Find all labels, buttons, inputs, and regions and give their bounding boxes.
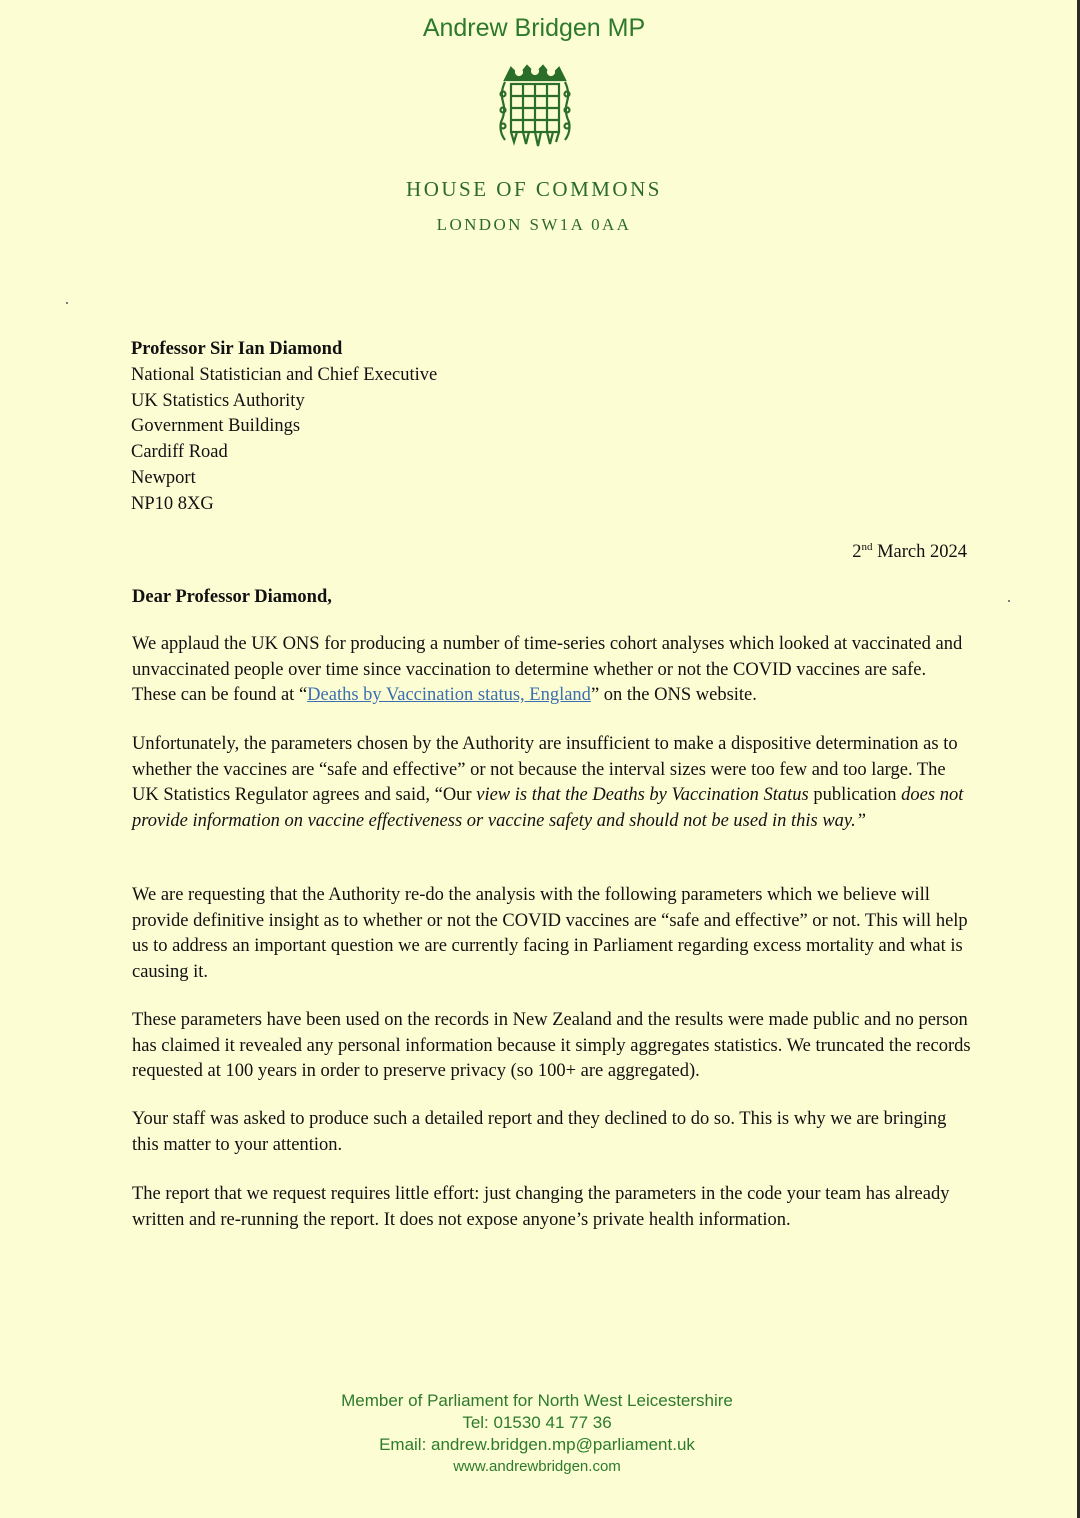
letter-footer [0,1390,1074,1478]
p5-text: Your staff was asked to produce such a detailed report and they declined to do so. This is why we are bringing this matter to your attention. [132,1109,947,1155]
recipient-name: Professor Sir Ian Diamond [131,339,343,359]
letter-date [852,542,967,563]
paragraph-4 [132,1008,972,1085]
letterhead-address: LONDON SW1A 0AA [436,215,632,234]
recipient-line: UK Statistics Authority [131,390,305,411]
p3-text: We are requesting that the Authority re-do the analysis with the following parameters which we believe will provide definitive insight as to whether or not the COVID vaccines are “safe and effective” or not. This will help us to address an important question we are currently facing in Parliament regarding excess mortality and what is causing it. [132,885,968,982]
scan-speck [66,302,68,304]
footer-email: Email: andrew.bridgen.mp@parliament.uk [379,1435,695,1454]
portcullis-icon [497,62,573,150]
recipient-line: Cardiff Road [131,442,228,463]
p2-text-2: publication [808,785,902,805]
paragraph-6 [132,1182,972,1233]
footer-constituency: Member of Parliament for North West Leicestershire [341,1391,733,1410]
ons-link[interactable]: Deaths by Vaccination status, England [307,685,591,705]
date-day: 2 [852,542,862,562]
p2-quote-1: view is that the Deaths by Vaccination Status [476,785,809,805]
scan-speck [1008,600,1010,602]
p6-text: The report that we request requires little effort: just changing the parameters in the code your team has already written and re-running the report. It does not expose anyone’s private health information. [132,1184,950,1230]
date-suffix: nd [861,541,873,553]
p1-text-before: We applaud the UK ONS for producing a number of time-series cohort analyses which looked at vaccinated and unvaccinated people over time since vaccination to determine whether or not the COVID vaccines are safe. These can be found at “ [132,634,963,705]
recipient-line: Newport [131,467,196,488]
footer-tel: Tel: 01530 41 77 36 [462,1413,612,1432]
house-of-commons: HOUSE OF COMMONS [406,177,662,201]
p2-text-1: Unfortunately, the parameters chosen by the Authority are insufficient to make a dispositive determination as to whether the vaccines are “safe and effective” or not because the interval sizes were too few and too large. The UK Statistics Regulator agrees and said, “Our [132,734,958,805]
paragraph-3 [132,883,972,985]
paragraph-5 [132,1107,972,1158]
footer-website: www.andrewbridgen.com [453,1458,621,1475]
p4-text: These parameters have been used on the records in New Zealand and the results were made public and no person has claimed it revealed any personal information because it simply aggregates statistics. We truncated the records requested at 100 years in order to preserve privacy (so 100+ are aggregated). [132,1010,971,1081]
paragraph-2 [132,732,972,834]
paragraph-1 [132,632,972,709]
recipient-line: Government Buildings [131,416,301,437]
p1-text-after: ” on the ONS website. [590,685,757,705]
recipient-address [131,337,437,518]
recipient-line: NP10 8XG [131,493,214,514]
mp-name: Andrew Bridgen MP [422,14,646,42]
recipient-line: National Statistician and Chief Executive [131,364,438,385]
salutation: Dear Professor Diamond, [132,587,332,607]
p2-quote-2: does not provide information on vaccine effectiveness or vaccine safety and should not be used in this way.” [132,785,964,831]
date-rest: March 2024 [872,542,967,562]
